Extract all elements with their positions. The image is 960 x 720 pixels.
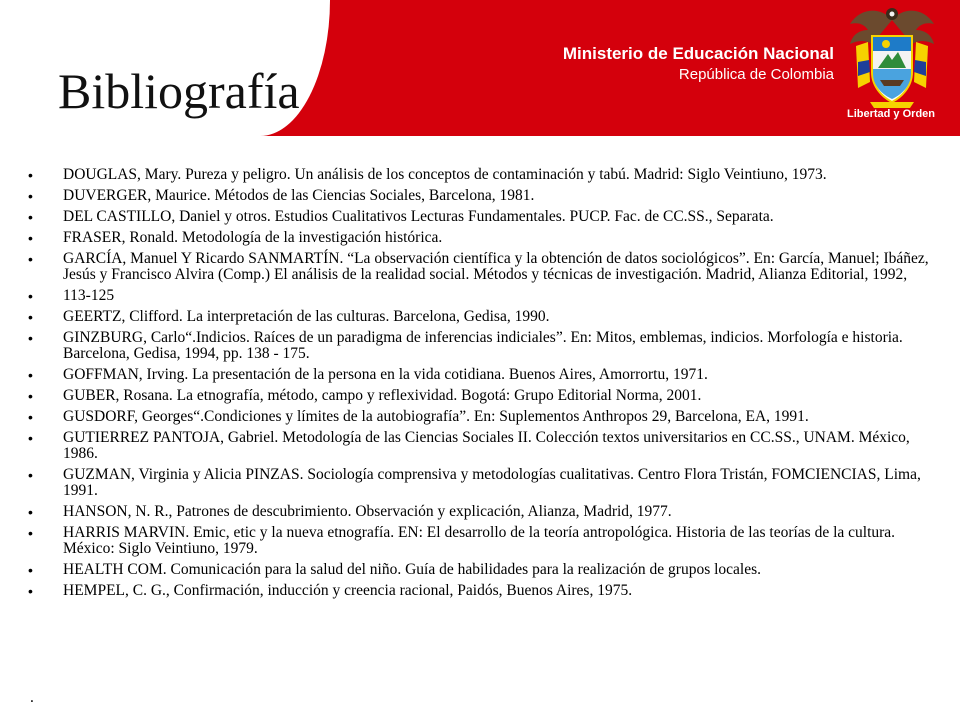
bibliography-list [28,167,946,604]
bullet-icon: • [28,251,33,267]
bibliography-entry-text: HEMPEL, C. G., Confirmación, inducción y creencia racional, Paidós, Buenos Aires, 1975. [63,582,633,599]
bibliography-entry-text: GARCÍA, Manuel Y Ricardo SANMARTÍN. “La observación científica y la obtención de datos sociológicos”. En: García, Manuel; Ibáñez, Jesús y Francisco Alvira (Comp.) El análisis de la realidad social. Métodos y técnicas de investigación. Madrid, Alianza Editorial, 1992, [63,250,929,283]
bullet-icon: • [28,525,33,541]
bibliography-item [28,409,946,425]
bibliography-entry-text: GINZBURG, Carlo“.Indicios. Raíces de un paradigma de inferencias indiciales”. En: Mitos, emblemas, indicios. Morfología e historia. Barcelona, Gedisa, 1994, pp. 138 - 175. [63,329,903,362]
bibliography-item [28,430,946,462]
bibliography-item [28,330,946,362]
bibliography-item [28,188,946,204]
bullet-icon: • [28,230,33,246]
bibliography-entry-text: 113-125 [63,287,115,304]
bibliography-item [28,209,946,225]
bibliography-entry-text: FRASER, Ronald. Metodología de la investigación histórica. [63,229,443,246]
bibliography-entry-text: HARRIS MARVIN. Emic, etic y la nueva etnografía. EN: El desarrollo de la teoría antropológica. Historia de las teorías de la cultura. México: Siglo Veintiuno, 1979. [63,524,896,557]
bibliography-entry-text: GOFFMAN, Irving. La presentación de la persona en la vida cotidiana. Buenos Aires, Amorrortu, 1971. [63,366,708,383]
bibliography-item [28,251,946,283]
page-title: Bibliografía [58,63,300,119]
bibliography-item [28,583,946,599]
bullet-icon: • [28,562,33,578]
bibliography-item [28,525,946,557]
ministry-country: República de Colombia [678,66,834,83]
bullet-icon: • [28,388,33,404]
bibliography-entry-text: DOUGLAS, Mary. Pureza y peligro. Un análisis de los conceptos de contaminación y tabú. Madrid: Siglo Veintiuno, 1973. [63,166,827,183]
bibliography-item [28,367,946,383]
bibliography-entry-text: DEL CASTILLO, Daniel y otros. Estudios Cualitativos Lecturas Fundamentales. PUCP. Fac. de CC.SS., Separata. [63,208,774,225]
trailing-mark: . [30,689,34,706]
bibliography-item [28,562,946,578]
bullet-icon: • [28,330,33,346]
bibliography-entry-text: GEERTZ, Clifford. La interpretación de las culturas. Barcelona, Gedisa, 1990. [63,308,550,325]
bullet-icon: • [28,504,33,520]
bibliography-entry-text: HEALTH COM. Comunicación para la salud del niño. Guía de habilidades para la realización de grupos locales. [63,561,762,578]
motto-text: Libertad y Orden [846,108,936,120]
bibliography-item [28,288,946,304]
bibliography-item [28,167,946,183]
bullet-icon: • [28,209,33,225]
bullet-icon: • [28,467,33,483]
header-banner [0,0,960,136]
bibliography-entry-text: HANSON, N. R., Patrones de descubrimiento. Observación y explicación, Alianza, Madrid, 1977. [63,503,672,520]
bullet-icon: • [28,288,33,304]
bibliography-entry-text: GUZMAN, Virginia y Alicia PINZAS. Sociología comprensiva y metodologías cualitativas. Centro Flora Tristán, FOMCIENCIAS, Lima, 1991. [63,466,921,499]
bibliography-item [28,504,946,520]
bibliography-item [28,309,946,325]
bullet-icon: • [28,409,33,425]
bibliography-entry-text: GUBER, Rosana. La etnografía, método, campo y reflexividad. Bogotá: Grupo Editorial Norma, 2001. [63,387,702,404]
bibliography-item [28,230,946,246]
bullet-icon: • [28,188,33,204]
bibliography-item [28,388,946,404]
bullet-icon: • [28,367,33,383]
bibliography-entry-text: GUTIERREZ PANTOJA, Gabriel. Metodología de las Ciencias Sociales II. Colección textos universitarios en CC.SS., UNAM. México, 1986. [63,429,910,462]
bibliography-entry-text: GUSDORF, Georges“.Condiciones y límites de la autobiografía”. En: Suplementos Anthropos 29, Barcelona, EA, 1991. [63,408,809,425]
bibliography-item [28,467,946,499]
bullet-icon: • [28,167,33,183]
bullet-icon: • [28,430,33,446]
title-area [0,0,330,136]
bullet-icon: • [28,583,33,599]
bibliography-entry-text: DUVERGER, Maurice. Métodos de las Ciencias Sociales, Barcelona, 1981. [63,187,535,204]
bullet-icon: • [28,309,33,325]
ministry-block [563,43,834,85]
ministry-name: Ministerio de Educación Nacional [562,44,834,63]
